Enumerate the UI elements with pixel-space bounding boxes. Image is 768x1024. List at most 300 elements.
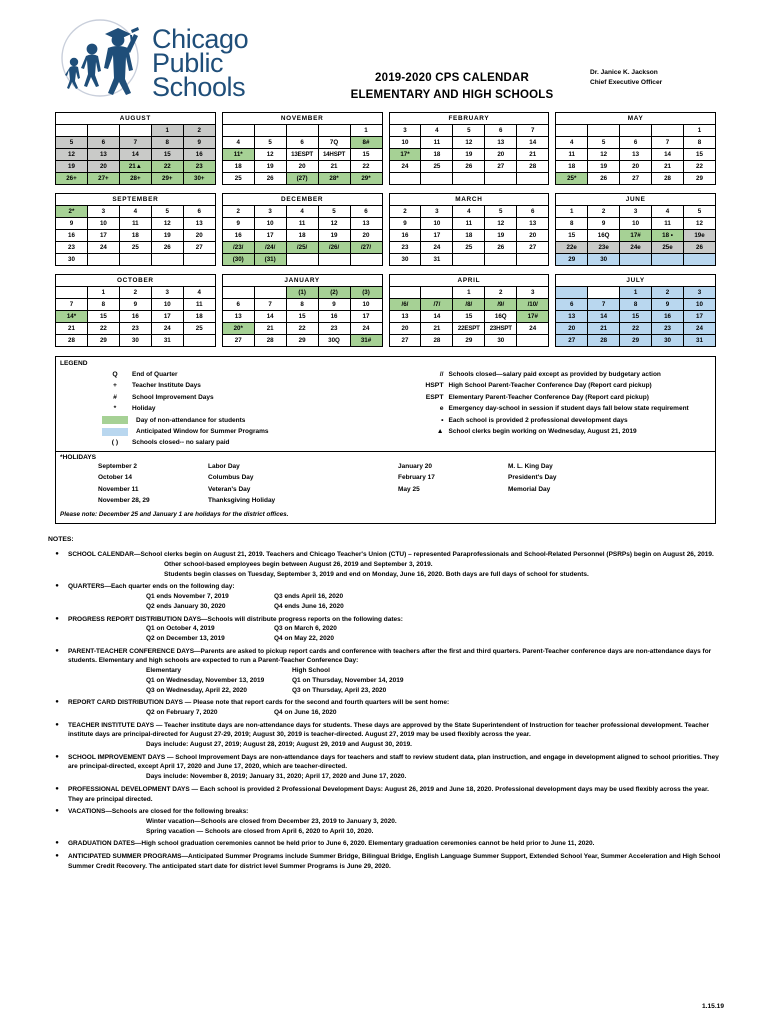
note-text: REPORT CARD DISTRIBUTION DAYS — Please note that report cards for the second and fourth quarters will be sent home: (68, 699, 450, 707)
calendar-empty-cell (222, 125, 254, 137)
progress-date: Q1 on October 4, 2019 (146, 625, 215, 633)
holiday-name: Memorial Day (508, 485, 551, 493)
calendar-day-cell: 28 (254, 335, 286, 347)
month-table-february (389, 112, 550, 185)
calendar-week-row (389, 218, 549, 230)
calendar-day-cell: 23 (119, 323, 151, 335)
note-subtext: Days include: August 27, 2019; August 28, 2019; August 29, 2019 and August 30, 2019. (146, 741, 412, 749)
calendar-day-cell: 16 (389, 230, 421, 242)
calendar-day-cell: 21▲ (119, 161, 151, 173)
calendar-day-cell: 10 (620, 218, 652, 230)
calendar-day-cell: 15 (286, 311, 318, 323)
calendar-day-cell: 8# (350, 137, 382, 149)
bullet-icon: ● (55, 753, 59, 760)
legend-description: Schools closed—salary paid except as provided by budgetary action (448, 371, 661, 378)
calendar-day-cell: 19 (318, 230, 350, 242)
calendar-day-cell: 19 (254, 161, 286, 173)
calendar-day-cell: 3 (254, 206, 286, 218)
calendar-week-row (389, 149, 549, 161)
progress-date: Q2 on December 13, 2019 (146, 634, 225, 642)
bullet-icon: ● (55, 699, 59, 706)
calendar-day-cell: 9 (588, 218, 620, 230)
calendar-day-cell: 6 (556, 299, 588, 311)
calendar-day-cell: 11 (286, 218, 318, 230)
month-table-december (222, 193, 383, 266)
calendar-week-row (389, 206, 549, 218)
calendar-day-cell: 28 (56, 335, 88, 347)
calendar-day-cell: 14HSPT (318, 149, 350, 161)
executive-info (590, 14, 722, 88)
note-subtext: Winter vacation—Schools are closed from December 23, 2019 to January 3, 2020. (146, 817, 397, 825)
calendar-week-row (56, 299, 216, 311)
calendar-day-cell: 27 (620, 173, 652, 185)
calendar-day-cell: 27 (485, 161, 517, 173)
holidays-note: Please note: December 25 and January 1 are holidays for the district offices. (60, 511, 289, 519)
calendar-day-cell: 1 (620, 287, 652, 299)
calendar-day-cell: 4 (119, 206, 151, 218)
note-progress-reports (46, 615, 724, 644)
calendar-day-cell: 11 (183, 299, 215, 311)
calendar-week-row (56, 173, 216, 185)
month-name: FEBRUARY (389, 112, 550, 124)
calendar-day-cell: 8 (151, 137, 183, 149)
note-parent-teacher (46, 647, 724, 696)
calendar-day-cell: 26 (453, 161, 485, 173)
calendar-day-cell: 5 (684, 206, 716, 218)
calendar-day-cell: 6 (620, 137, 652, 149)
calendar-empty-cell (254, 287, 286, 299)
calendar-day-cell: 3 (87, 206, 119, 218)
calendar-day-cell: 10 (87, 218, 119, 230)
title-line-1: 2019-2020 CPS CALENDAR (375, 72, 529, 84)
calendar-day-cell: 27 (517, 242, 549, 254)
calendar-day-cell: 13 (485, 137, 517, 149)
calendar-week-row (56, 218, 216, 230)
svg-text:Chicago: Chicago (152, 24, 249, 54)
calendar-day-cell: 30 (588, 254, 620, 266)
calendar-day-cell: 21 (421, 323, 453, 335)
legend-description: School Improvement Days (132, 393, 214, 401)
calendar-day-cell: 29 (556, 254, 588, 266)
note-summer-programs (46, 852, 724, 871)
calendar-day-cell: 28* (318, 173, 350, 185)
calendar-week-row (56, 323, 216, 335)
month-table-july (555, 274, 716, 347)
month-name: MARCH (389, 193, 550, 205)
legend-description: Teacher Institute Days (132, 382, 201, 390)
legend-symbol: Q (112, 371, 118, 378)
calendar-week-row (556, 242, 716, 254)
calendar-day-cell: 14 (421, 311, 453, 323)
quarter-date: Q2 ends January 30, 2020 (146, 602, 226, 610)
calendar-day-cell: 9 (56, 218, 88, 230)
calendar-day-cell: 11 (453, 218, 485, 230)
calendar-day-cell: (30) (222, 254, 254, 266)
calendar-day-cell: 4 (453, 206, 485, 218)
holiday-date (398, 495, 508, 506)
calendar-day-cell: 22 (151, 161, 183, 173)
legend-box (55, 356, 716, 524)
calendar-week-row (222, 206, 382, 218)
calendar-day-cell: 1 (453, 287, 485, 299)
calendar-empty-cell (588, 125, 620, 137)
calendar-day-cell: 23 (389, 242, 421, 254)
document-header (0, 0, 768, 112)
calendar-day-cell: (31) (254, 254, 286, 266)
calendar-day-cell: 16Q (485, 311, 517, 323)
calendar-day-cell: 6 (517, 206, 549, 218)
calendar-day-cell: 10 (389, 137, 421, 149)
calendar-week-row (389, 299, 549, 311)
calendar-day-cell: 4 (556, 137, 588, 149)
calendar-day-cell: 8 (286, 299, 318, 311)
holiday-name: Veteran's Day (208, 485, 251, 493)
calendar-day-cell: 25 (222, 173, 254, 185)
calendar-day-cell: 2* (56, 206, 88, 218)
calendar-week-row (556, 218, 716, 230)
month-table-november (222, 112, 383, 185)
calendar-day-cell: 16 (183, 149, 215, 161)
calendar-week-row (389, 287, 549, 299)
note-text: TEACHER INSTITUTE DAYS — Teacher institute days are non-attendance days for students. These days are approved by the State Superintendent of Instruction for teacher professional development. Teacher institute days are principal-directed for August 27-29, 2019; August 30, 2019 is teacher-directed. August 27, 2019 may be used flexibly across the year. (68, 721, 709, 739)
calendar-day-cell: 29 (453, 335, 485, 347)
calendar-week-row (556, 125, 716, 137)
calendar-day-cell: 28 (588, 335, 620, 347)
calendar-day-cell: 31 (421, 254, 453, 266)
legend-symbol: // (439, 371, 444, 378)
calendar-day-cell: /10/ (517, 299, 549, 311)
calendar-week-row (556, 335, 716, 347)
calendar-day-cell: 7Q (318, 137, 350, 149)
calendar-day-cell: 30 (652, 335, 684, 347)
calendar-column (55, 112, 216, 347)
calendar-day-cell: 5 (254, 137, 286, 149)
calendar-day-cell: 25 (119, 242, 151, 254)
month-name: AUGUST (55, 112, 216, 124)
calendar-day-cell: 18 (183, 311, 215, 323)
bullet-icon: ● (55, 840, 59, 847)
calendar-empty-cell (453, 173, 485, 185)
calendar-day-cell: 18 (556, 161, 588, 173)
calendar-week-row (222, 149, 382, 161)
quarter-date: Q3 ends April 16, 2020 (274, 593, 344, 601)
legend-column-right (386, 369, 712, 449)
calendar-day-cell: 13 (620, 149, 652, 161)
month-name: JANUARY (222, 274, 383, 286)
calendar-day-cell: 9 (318, 299, 350, 311)
quarter-date: Q4 ends June 16, 2020 (274, 602, 344, 610)
ptc-date: Q1 on Thursday, November 14, 2019 (292, 676, 404, 684)
calendar-empty-cell (421, 287, 453, 299)
bullet-icon: ● (55, 808, 59, 815)
ptc-header-highschool: High School (292, 667, 330, 675)
month-name: DECEMBER (222, 193, 383, 205)
holiday-name: Thanksgiving Holiday (208, 496, 276, 504)
calendar-day-cell: /7/ (421, 299, 453, 311)
calendar-day-cell: 5 (56, 137, 88, 149)
calendar-week-row (56, 254, 216, 266)
calendar-day-cell: 24 (421, 242, 453, 254)
calendar-day-cell: 30 (119, 335, 151, 347)
calendar-empty-cell (254, 125, 286, 137)
note-text: PARENT-TEACHER CONFERENCE DAYS—Parents are asked to pickup report cards and conference with teachers after the first and third quarters. Parent-Teacher conference days are non-attendance days for students. Elementary and high schools are expected to run a Parent-Teacher Conference Day: (68, 647, 712, 665)
report-card-date: Q2 on February 7, 2020 (146, 708, 218, 716)
calendar-week-row (389, 311, 549, 323)
calendar-week-row (389, 242, 549, 254)
calendar-day-cell: 4 (286, 206, 318, 218)
calendar-day-cell: 27 (556, 335, 588, 347)
calendar-day-cell: 6 (350, 206, 382, 218)
calendar-week-row (556, 206, 716, 218)
calendar-day-cell: 19 (588, 161, 620, 173)
calendar-day-cell: 31 (151, 335, 183, 347)
calendar-empty-cell (286, 125, 318, 137)
calendar-day-cell: 11 (556, 149, 588, 161)
calendar-day-cell: 20 (485, 149, 517, 161)
month-table-september (55, 193, 216, 266)
calendar-day-cell: 14 (652, 149, 684, 161)
calendar-day-cell: 26 (588, 173, 620, 185)
calendar-day-cell: 14 (254, 311, 286, 323)
calendar-day-cell: 20 (350, 230, 382, 242)
calendar-week-row (556, 161, 716, 173)
calendar-day-cell: 3 (421, 206, 453, 218)
legend-row (98, 380, 386, 391)
calendar-week-row (389, 173, 549, 185)
calendar-day-cell: 12 (318, 218, 350, 230)
note-subtext: Days include: November 8, 2019; January 31, 2020; April 17, 2020 and June 17, 2020. (146, 773, 407, 781)
holiday-row (98, 484, 711, 495)
legend-description: Anticipated Window for Summer Programs (136, 427, 269, 435)
calendar-day-cell: /27/ (350, 242, 382, 254)
calendar-day-cell: 22e (556, 242, 588, 254)
calendar-empty-cell (151, 254, 183, 266)
calendar-empty-cell (652, 125, 684, 137)
legend-symbol: • (441, 416, 444, 424)
calendar-week-row (222, 161, 382, 173)
notes-section (46, 536, 724, 871)
calendar-empty-cell (556, 125, 588, 137)
holiday-date: May 25 (398, 485, 420, 493)
month-table-january (222, 274, 383, 347)
month-name: OCTOBER (55, 274, 216, 286)
calendar-day-cell: 15 (87, 311, 119, 323)
calendar-day-cell: 28 (652, 173, 684, 185)
calendar-day-cell: (1) (286, 287, 318, 299)
calendar-column (555, 112, 716, 347)
calendar-week-row (222, 137, 382, 149)
calendar-week-row (389, 323, 549, 335)
calendar-day-cell: 28+ (119, 173, 151, 185)
calendar-week-row (222, 125, 382, 137)
calendar-day-cell: 24 (517, 323, 549, 335)
calendar-day-cell: 19 (453, 149, 485, 161)
calendar-week-row (556, 137, 716, 149)
holiday-date: November 11 (98, 485, 139, 493)
calendar-empty-cell (56, 287, 88, 299)
calendar-day-cell: 13 (87, 149, 119, 161)
calendar-day-cell: 13 (556, 311, 588, 323)
calendar-day-cell: 23HSPT (485, 323, 517, 335)
calendar-day-cell: 1 (151, 125, 183, 137)
calendar-day-cell: 19e (684, 230, 716, 242)
month-name: APRIL (389, 274, 550, 286)
calendar-week-row (56, 230, 216, 242)
calendar-day-cell: 31 (684, 335, 716, 347)
calendar-day-cell: 13 (222, 311, 254, 323)
calendar-day-cell: 24 (389, 161, 421, 173)
calendar-day-cell: 7 (254, 299, 286, 311)
calendar-day-cell: 2 (183, 125, 215, 137)
green-swatch-icon (102, 416, 128, 424)
calendar-day-cell: 18 (286, 230, 318, 242)
calendar-empty-cell (389, 287, 421, 299)
month-name: JUNE (555, 193, 716, 205)
calendar-week-row (56, 125, 216, 137)
calendar-day-cell: 15 (453, 311, 485, 323)
ptc-date: Q1 on Wednesday, November 13, 2019 (146, 676, 265, 684)
month-name: MAY (555, 112, 716, 124)
legend-title: LEGEND (60, 360, 88, 367)
calendar-week-row (222, 311, 382, 323)
note-subtext: Students begin classes on Tuesday, September 3, 2019 and end on Monday, June 16, 2020. Both days are full days of school for students. (164, 570, 589, 578)
legend-description: End of Quarter (132, 371, 178, 378)
calendar-day-cell: 25 (453, 242, 485, 254)
calendar-day-cell: 6 (222, 299, 254, 311)
calendar-day-cell: 8 (556, 218, 588, 230)
calendar-day-cell: 12 (684, 218, 716, 230)
calendar-day-cell: 17 (421, 230, 453, 242)
calendar-day-cell: 18 • (652, 230, 684, 242)
calendar-day-cell: 25 (183, 323, 215, 335)
calendar-day-cell: 2 (119, 287, 151, 299)
calendar-day-cell: 26 (254, 173, 286, 185)
calendar-day-cell: 3 (620, 206, 652, 218)
calendar-week-row (389, 161, 549, 173)
note-text: SCHOOL IMPROVEMENT DAYS — School Improvement Days are non-attendance days for teachers and staff to review student data, plan instruction, and engage in development aligned to school priorities. They are principal-directed, except April 17, 2020 and June 17, 2020, which are teacher-directed. (68, 753, 719, 771)
calendar-empty-cell (87, 254, 119, 266)
calendar-day-cell: 27 (389, 335, 421, 347)
holiday-name: President's Day (508, 474, 557, 482)
calendar-column (389, 112, 550, 347)
calendar-day-cell: 13 (350, 218, 382, 230)
calendar-months-grid (0, 112, 768, 347)
legend-row (98, 403, 386, 414)
legend-row (98, 392, 386, 403)
holiday-row (98, 472, 711, 483)
calendar-day-cell: 22 (620, 323, 652, 335)
legend-row (414, 426, 712, 437)
month-name: JULY (555, 274, 716, 286)
calendar-day-cell: 14 (119, 149, 151, 161)
calendar-day-cell: 26+ (56, 173, 88, 185)
calendar-day-cell: 29+ (151, 173, 183, 185)
calendar-week-row (556, 254, 716, 266)
calendar-day-cell: 16 (222, 230, 254, 242)
calendar-empty-cell (485, 254, 517, 266)
holiday-row (98, 461, 711, 472)
legend-symbol: ( ) (111, 439, 119, 447)
svg-text:Schools: Schools (152, 72, 246, 100)
calendar-day-cell: 9 (389, 218, 421, 230)
calendar-day-cell: 7 (56, 299, 88, 311)
calendar-day-cell: 27 (183, 242, 215, 254)
calendar-day-cell: 25* (556, 173, 588, 185)
note-school-improvement (46, 753, 724, 782)
calendar-day-cell: 15 (350, 149, 382, 161)
calendar-day-cell: 12 (254, 149, 286, 161)
calendar-day-cell: /8/ (453, 299, 485, 311)
calendar-week-row (56, 242, 216, 254)
calendar-day-cell: 25e (652, 242, 684, 254)
calendar-empty-cell (684, 254, 716, 266)
legend-row (98, 437, 386, 448)
calendar-day-cell: 19 (56, 161, 88, 173)
calendar-day-cell: 17# (620, 230, 652, 242)
calendar-day-cell: 11 (421, 137, 453, 149)
month-table-october (55, 274, 216, 347)
calendar-day-cell: 4 (222, 137, 254, 149)
calendar-week-row (222, 299, 382, 311)
bullet-icon: ● (55, 853, 59, 860)
calendar-day-cell: (3) (350, 287, 382, 299)
calendar-day-cell: 21 (517, 149, 549, 161)
calendar-day-cell: 6 (286, 137, 318, 149)
calendar-day-cell: 20 (389, 323, 421, 335)
calendar-day-cell: 6 (183, 206, 215, 218)
calendar-day-cell: 11* (222, 149, 254, 161)
calendar-day-cell: 15 (151, 149, 183, 161)
holiday-date: November 28, 29 (98, 496, 150, 504)
calendar-day-cell: 26 (684, 242, 716, 254)
legend-description: Holiday (132, 405, 156, 413)
calendar-day-cell: 4 (652, 206, 684, 218)
calendar-day-cell: 7 (517, 125, 549, 137)
legend-row (98, 369, 386, 380)
calendar-day-cell: 16 (119, 311, 151, 323)
calendar-week-row (556, 173, 716, 185)
executive-title: Chief Executive Officer (590, 79, 663, 86)
calendar-day-cell: /25/ (286, 242, 318, 254)
calendar-day-cell: /26/ (318, 242, 350, 254)
progress-date: Q3 on March 6, 2020 (274, 625, 337, 633)
holidays-title: *HOLIDAYS (60, 453, 97, 461)
calendar-day-cell: 22 (684, 161, 716, 173)
calendar-day-cell: 3 (151, 287, 183, 299)
calendar-week-row (556, 299, 716, 311)
calendar-day-cell: 23 (56, 242, 88, 254)
calendar-empty-cell (556, 287, 588, 299)
calendar-day-cell: 22 (87, 323, 119, 335)
calendar-day-cell: 2 (222, 206, 254, 218)
calendar-day-cell: 12 (453, 137, 485, 149)
calendar-empty-cell (517, 335, 549, 347)
calendar-day-cell: 10 (421, 218, 453, 230)
calendar-day-cell: 24 (350, 323, 382, 335)
holidays-list (60, 461, 711, 507)
calendar-day-cell: (2) (318, 287, 350, 299)
calendar-day-cell: 8 (87, 299, 119, 311)
calendar-day-cell: 18 (453, 230, 485, 242)
calendar-week-row (222, 335, 382, 347)
calendar-week-row (389, 335, 549, 347)
calendar-day-cell: 14 (588, 311, 620, 323)
calendar-week-row (556, 149, 716, 161)
calendar-day-cell: 13 (389, 311, 421, 323)
legend-row (414, 380, 712, 391)
calendar-day-cell: 28 (517, 161, 549, 173)
note-text: ANTICIPATED SUMMER PROGRAMS—Anticipated Summer Programs include Summer Bridge, Bilingual Bridge, English Language Summer Support, Extended School Year, Summer Acceleration and High School Summer Credit Recovery. The anticipated start date for district level Summer Programs is June 29, 2020. (68, 853, 721, 870)
